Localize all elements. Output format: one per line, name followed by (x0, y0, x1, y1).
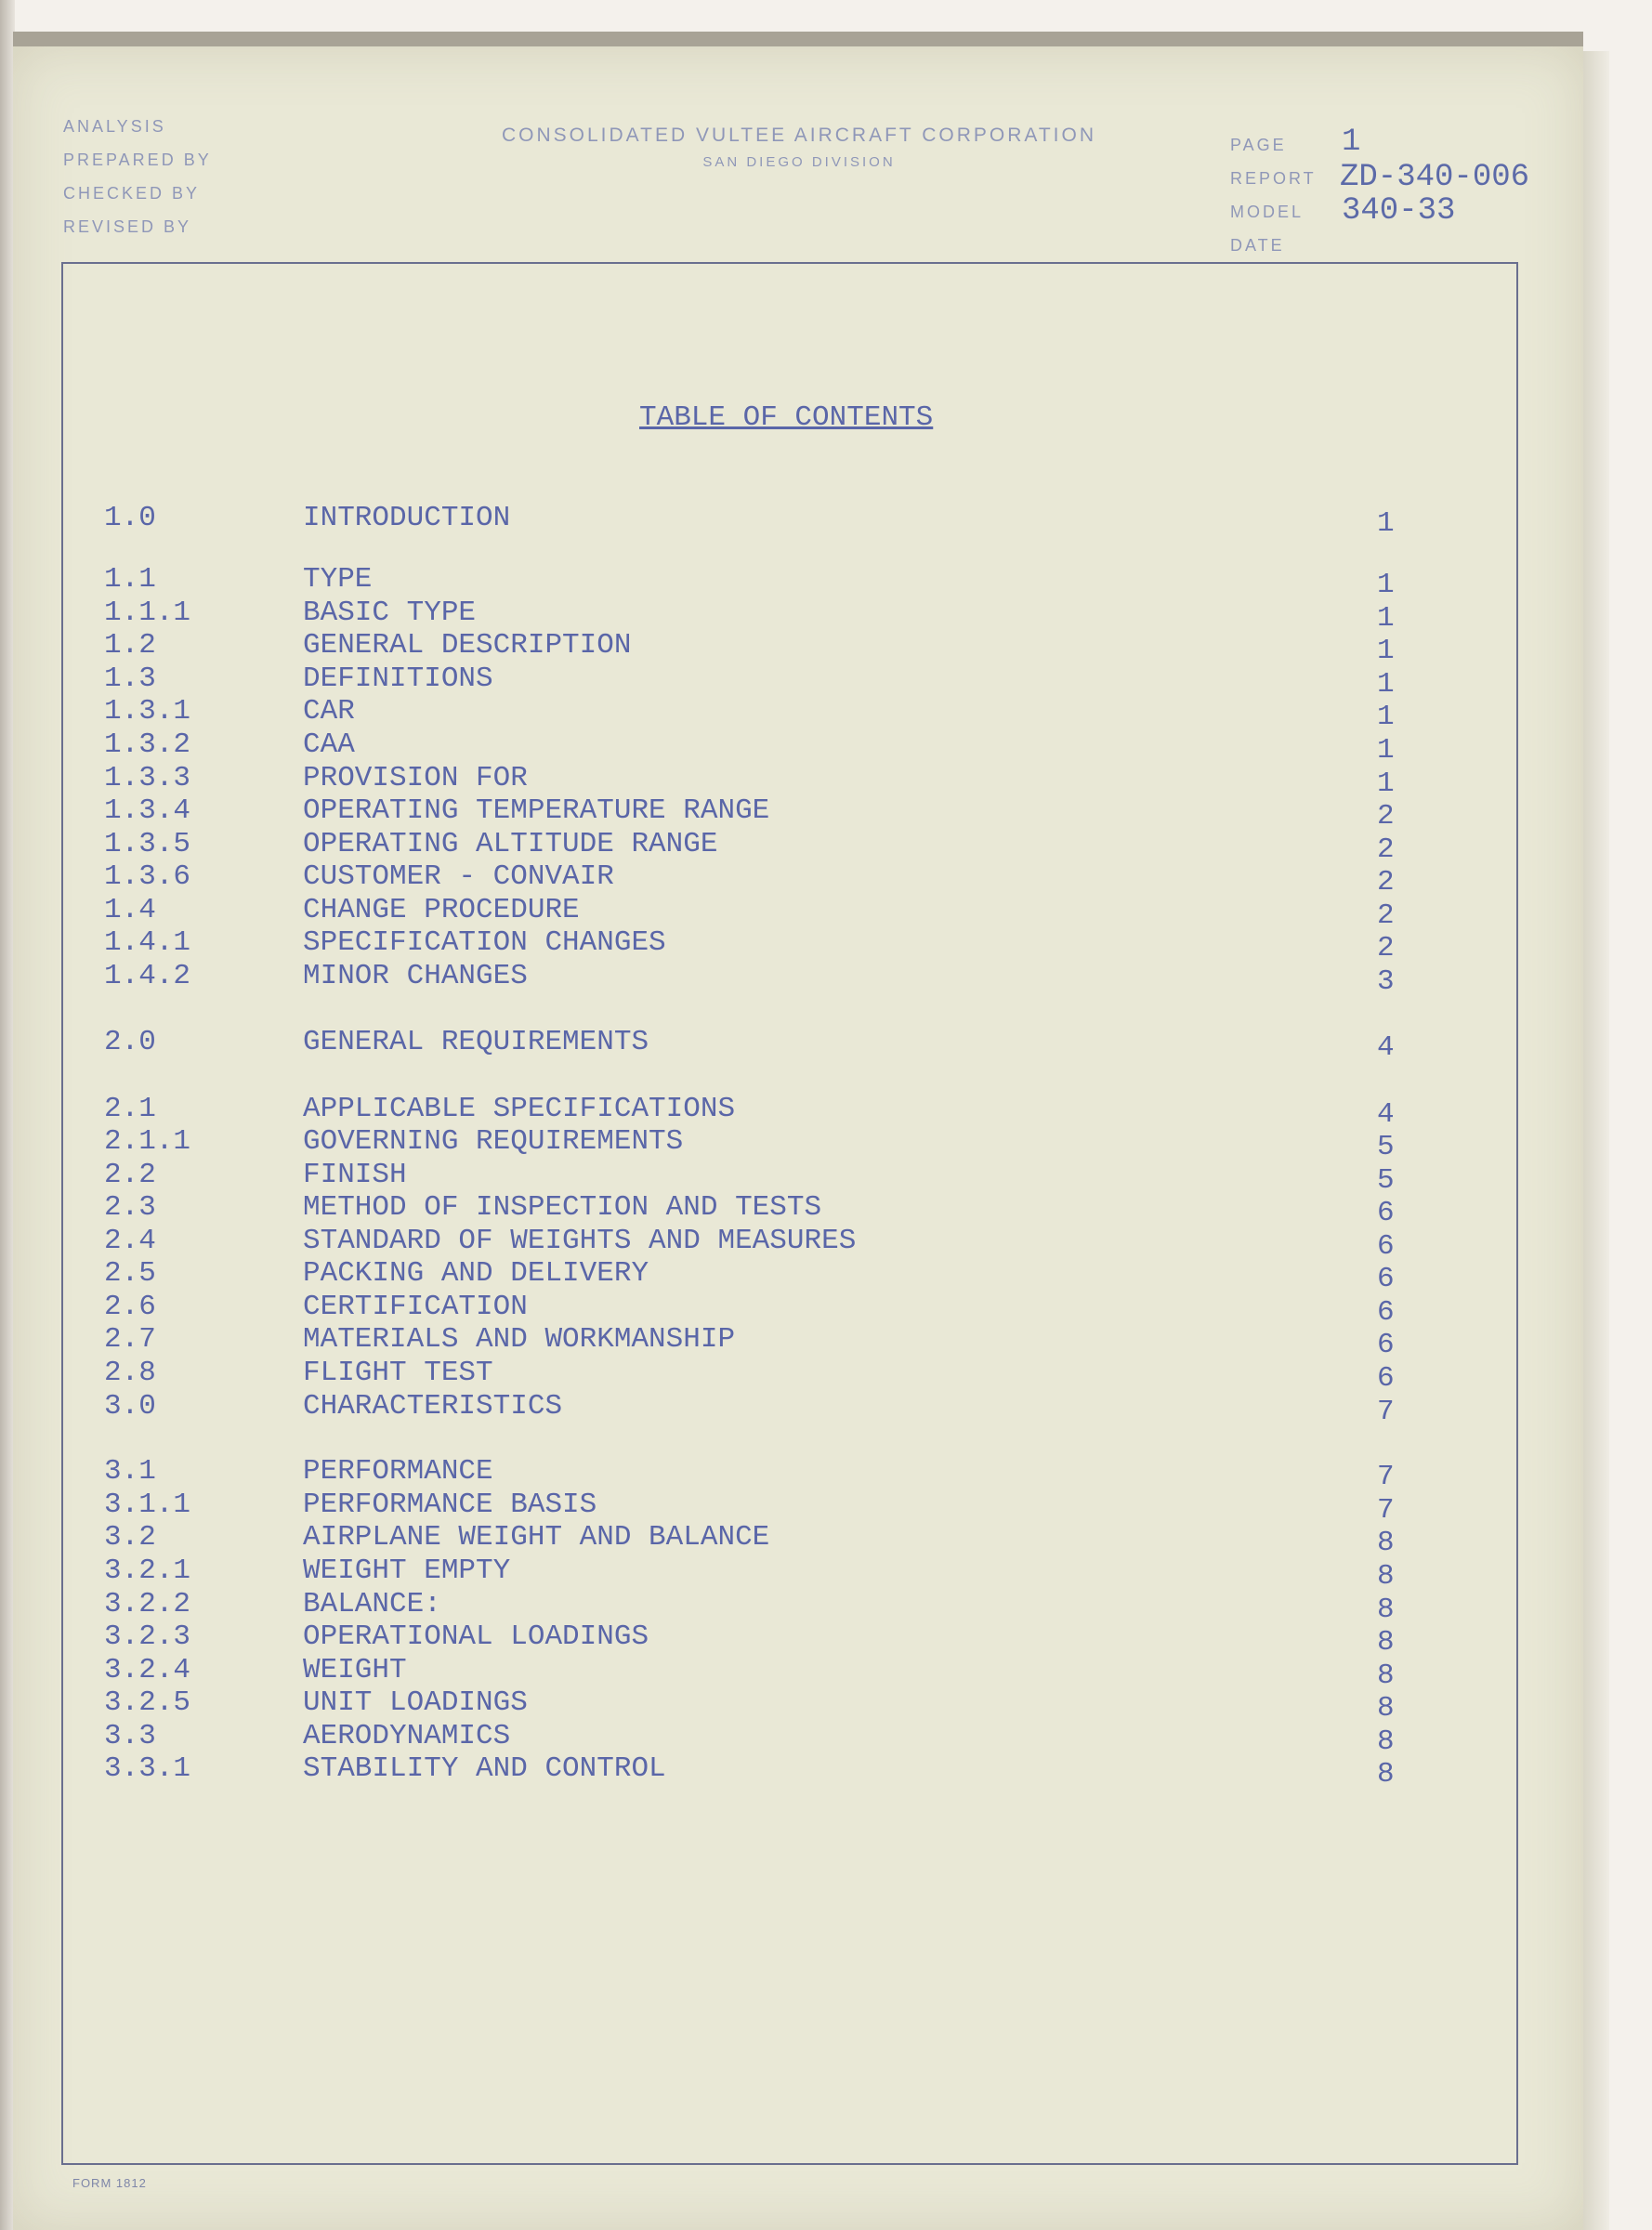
toc-entry (104, 894, 1405, 932)
toc-entry (104, 1489, 1405, 1527)
toc-entry (104, 1191, 1405, 1229)
toc-entry-page: 6 (1377, 1197, 1395, 1229)
toc-entry-number: 1.3.2 (104, 728, 191, 761)
toc-entry-page: 1 (1377, 734, 1395, 767)
toc-entry (104, 1093, 1405, 1131)
toc-title: TABLE OF CONTENTS (639, 401, 934, 434)
toc-entry-page: 8 (1377, 1594, 1395, 1626)
toc-entry-page: 7 (1377, 1396, 1395, 1428)
toc-entry-page: 1 (1377, 635, 1395, 667)
toc-entry-page: 8 (1377, 1626, 1395, 1659)
toc-entry (104, 1521, 1405, 1559)
toc-entry-number: 1.4.1 (104, 926, 191, 959)
toc-entry (104, 695, 1405, 733)
report-label: REPORT (1230, 169, 1317, 188)
company-name: CONSOLIDATED VULTEE AIRCRAFT CORPORATION (501, 125, 1097, 146)
toc-entry-number: 2.2 (104, 1159, 156, 1191)
toc-entry-page: 6 (1377, 1263, 1395, 1295)
toc-entry-title: UNIT LOADINGS (303, 1686, 528, 1719)
toc-entry-title: FLIGHT TEST (303, 1357, 493, 1389)
toc-entry-title: INTRODUCTION (303, 502, 511, 534)
toc-entry-title: WEIGHT EMPTY (303, 1554, 511, 1587)
toc-entry-title: STABILITY AND CONTROL (303, 1752, 666, 1785)
toc-entry-number: 1.0 (104, 502, 156, 534)
toc-entry-page: 6 (1377, 1329, 1395, 1361)
toc-entry-title: CAA (303, 728, 355, 761)
toc-entry (104, 662, 1405, 701)
toc-entry (104, 794, 1405, 833)
toc-entry-page: 2 (1377, 866, 1395, 899)
toc-entry (104, 1291, 1405, 1329)
toc-entry-page: 4 (1377, 1031, 1395, 1064)
toc-entry (104, 1125, 1405, 1163)
toc-entry-number: 3.1 (104, 1455, 156, 1488)
company-division: SAN DIEGO DIVISION (702, 154, 896, 170)
toc-entry-title: DEFINITIONS (303, 662, 493, 695)
toc-entry-number: 3.3.1 (104, 1752, 191, 1785)
toc-entry-title: BASIC TYPE (303, 597, 477, 629)
form-number: FORM 1812 (72, 2176, 147, 2190)
toc-entry-number: 3.2.5 (104, 1686, 191, 1719)
toc-entry-number: 2.6 (104, 1291, 156, 1323)
toc-entry-number: 3.2.4 (104, 1654, 191, 1686)
toc-entry-number: 3.2 (104, 1521, 156, 1554)
toc-entry-number: 3.2.1 (104, 1554, 191, 1587)
toc-entry-page: 6 (1377, 1230, 1395, 1263)
toc-entry-number: 1.3.5 (104, 828, 191, 860)
toc-entry-title: WEIGHT (303, 1654, 407, 1686)
toc-entry-title: MATERIALS AND WORKMANSHIP (303, 1323, 736, 1356)
date-label: DATE (1230, 236, 1285, 255)
toc-entry-page: 8 (1377, 1560, 1395, 1593)
toc-entry (104, 1026, 1405, 1064)
toc-entry (104, 1257, 1405, 1295)
toc-entry (104, 926, 1405, 964)
toc-entry-title: OPERATING TEMPERATURE RANGE (303, 794, 770, 827)
analysis-label: ANALYSIS (63, 117, 166, 136)
toc-entry-page: 7 (1377, 1494, 1395, 1527)
toc-entry-title: PERFORMANCE (303, 1455, 493, 1488)
toc-entry-title: GENERAL DESCRIPTION (303, 629, 632, 662)
toc-entry-number: 1.3.1 (104, 695, 191, 728)
toc-entry (104, 762, 1405, 800)
toc-entry-title: SPECIFICATION CHANGES (303, 926, 666, 959)
toc-entry-title: FINISH (303, 1159, 407, 1191)
toc-entry-page: 2 (1377, 800, 1395, 833)
toc-entry-title: STANDARD OF WEIGHTS AND MEASURES (303, 1225, 857, 1257)
toc-entry-page: 2 (1377, 932, 1395, 964)
toc-entry-page: 1 (1377, 701, 1395, 733)
toc-entry-number: 2.1.1 (104, 1125, 191, 1158)
toc-entry (104, 597, 1405, 635)
toc-entry-number: 3.1.1 (104, 1489, 191, 1521)
toc-entry-page: 1 (1377, 602, 1395, 635)
toc-entry-page: 3 (1377, 965, 1395, 998)
toc-entry-number: 2.1 (104, 1093, 156, 1125)
model-label: MODEL (1230, 203, 1305, 221)
toc-entry-title: AERODYNAMICS (303, 1720, 511, 1752)
toc-entry-title: APPLICABLE SPECIFICATIONS (303, 1093, 736, 1125)
toc-entry-page: 5 (1377, 1131, 1395, 1163)
toc-entry-title: GOVERNING REQUIREMENTS (303, 1125, 684, 1158)
page-stack-edge (1580, 51, 1609, 2230)
toc-entry-number: 1.3.6 (104, 860, 191, 893)
toc-entry-page: 1 (1377, 767, 1395, 800)
toc-entry-page: 2 (1377, 833, 1395, 866)
toc-entry-title: CHANGE PROCEDURE (303, 894, 580, 926)
toc-entry (104, 860, 1405, 899)
toc-entry-title: CAR (303, 695, 355, 728)
report-value: ZD-340-006 (1340, 160, 1530, 195)
toc-entry (104, 563, 1405, 601)
toc-entry-title: MINOR CHANGES (303, 960, 528, 992)
toc-entry-page: 2 (1377, 899, 1395, 932)
toc-entry (104, 1686, 1405, 1725)
toc-entry-title: BALANCE: (303, 1588, 441, 1620)
toc-entry-number: 2.8 (104, 1357, 156, 1389)
revised-by-label: REVISED BY (63, 217, 192, 236)
toc-entry-title: GENERAL REQUIREMENTS (303, 1026, 649, 1058)
toc-entry-page: 4 (1377, 1098, 1395, 1131)
toc-entry-title: PERFORMANCE BASIS (303, 1489, 597, 1521)
toc-entry-page: 8 (1377, 1725, 1395, 1758)
toc-entry-page: 8 (1377, 1692, 1395, 1725)
toc-entry (104, 1752, 1405, 1791)
toc-entry-number: 3.3 (104, 1720, 156, 1752)
toc-entry-number: 1.4.2 (104, 960, 191, 992)
page-value: 1 (1342, 125, 1361, 160)
toc-entry-title: METHOD OF INSPECTION AND TESTS (303, 1191, 822, 1224)
toc-entry-number: 3.2.2 (104, 1588, 191, 1620)
toc-entry-number: 1.4 (104, 894, 156, 926)
toc-entry-title: CUSTOMER - CONVAIR (303, 860, 614, 893)
toc-entry-number: 2.0 (104, 1026, 156, 1058)
toc-entry (104, 502, 1405, 540)
toc-entry-number: 1.2 (104, 629, 156, 662)
toc-entry-number: 3.2.3 (104, 1620, 191, 1653)
toc-entry (104, 1720, 1405, 1758)
toc-entry-title: AIRPLANE WEIGHT AND BALANCE (303, 1521, 770, 1554)
toc-entry-page: 6 (1377, 1296, 1395, 1329)
checked-by-label: CHECKED BY (63, 184, 201, 203)
toc-entry (104, 728, 1405, 767)
toc-entry-number: 1.3.4 (104, 794, 191, 827)
toc-entry-title: OPERATIONAL LOADINGS (303, 1620, 649, 1653)
toc-entry-page: 1 (1377, 569, 1395, 601)
toc-entry-title: OPERATING ALTITUDE RANGE (303, 828, 718, 860)
toc-entry-number: 2.5 (104, 1257, 156, 1290)
model-value: 340-33 (1342, 193, 1456, 229)
toc-entry-page: 8 (1377, 1527, 1395, 1559)
toc-entry (104, 1654, 1405, 1692)
toc-entry (104, 828, 1405, 866)
toc-entry (104, 629, 1405, 667)
toc-entry (104, 1357, 1405, 1395)
toc-entry-title: PROVISION FOR (303, 762, 528, 794)
toc-entry (104, 960, 1405, 998)
toc-entry-page: 8 (1377, 1758, 1395, 1791)
toc-entry-number: 2.4 (104, 1225, 156, 1257)
toc-entry-page: 5 (1377, 1164, 1395, 1197)
toc-entry-number: 2.7 (104, 1323, 156, 1356)
toc-entry-number: 1.1 (104, 563, 156, 596)
toc-entry-page: 7 (1377, 1461, 1395, 1493)
toc-entry-title: PACKING AND DELIVERY (303, 1257, 649, 1290)
toc-entry-title: CHARACTERISTICS (303, 1390, 563, 1423)
toc-entry (104, 1390, 1405, 1428)
toc-entry-number: 1.3.3 (104, 762, 191, 794)
toc-entry-title: TYPE (303, 563, 373, 596)
toc-entry-page: 8 (1377, 1659, 1395, 1692)
toc-entry (104, 1159, 1405, 1197)
toc-entry-page: 6 (1377, 1362, 1395, 1395)
toc-entry (104, 1455, 1405, 1493)
toc-entry-number: 1.1.1 (104, 597, 191, 629)
page-label: PAGE (1230, 136, 1287, 154)
toc-entry-page: 1 (1377, 668, 1395, 701)
toc-entry-page: 1 (1377, 507, 1395, 540)
toc-entry (104, 1588, 1405, 1626)
toc-entry-number: 1.3 (104, 662, 156, 695)
toc-entry-title: CERTIFICATION (303, 1291, 528, 1323)
toc-entry-number: 2.3 (104, 1191, 156, 1224)
toc-entry (104, 1323, 1405, 1361)
toc-entry (104, 1554, 1405, 1593)
toc-entry (104, 1620, 1405, 1659)
toc-entry-number: 3.0 (104, 1390, 156, 1423)
prepared-by-label: PREPARED BY (63, 151, 212, 169)
toc-entry (104, 1225, 1405, 1263)
